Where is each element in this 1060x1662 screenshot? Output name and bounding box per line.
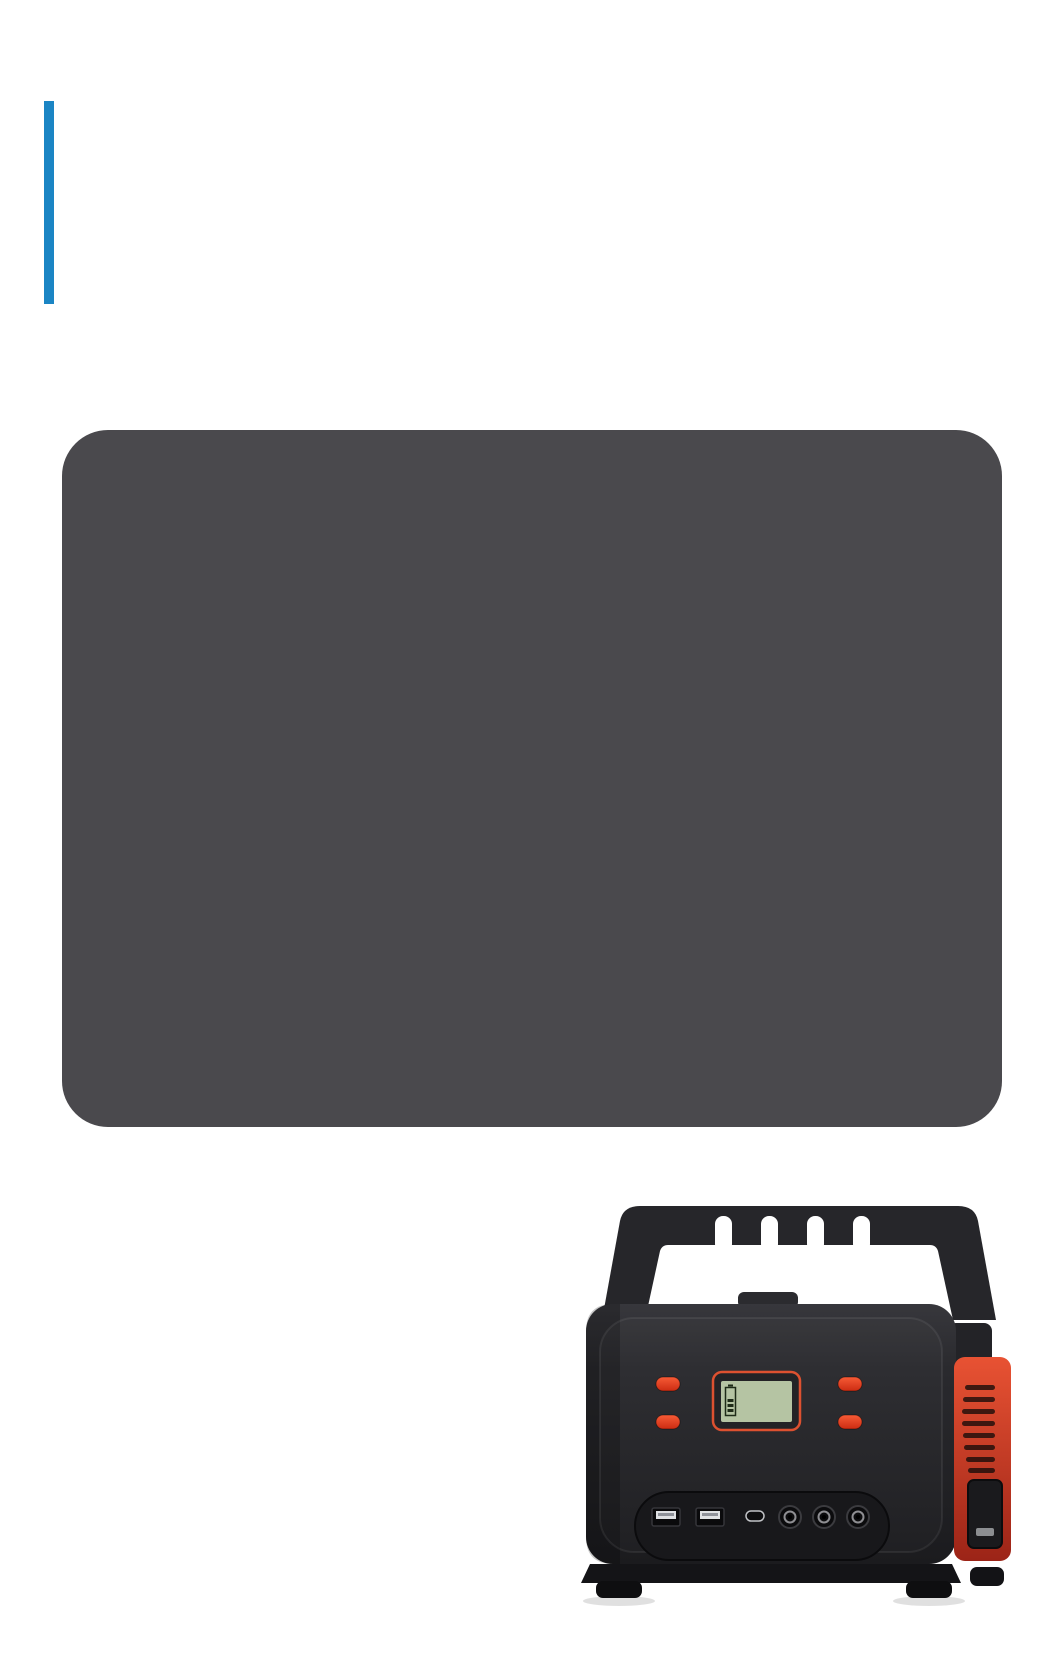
dc12v-jack-2 [813,1506,835,1528]
ports-panel [635,1492,889,1560]
feature-correction-wave [104,1453,544,1480]
dc12v-jack-3 [847,1506,869,1528]
usb-a-port-2 [696,1508,724,1526]
base [581,1564,961,1583]
feature-pure-sine-wave [104,1219,544,1246]
pure-sine-accent-bar [104,1219,312,1226]
foot-right [906,1581,952,1598]
foot-rear [970,1567,1004,1586]
foot-left [596,1581,642,1598]
usb-a-port-1 [652,1508,680,1526]
waveform-chart-panel [62,430,1002,1127]
correction-accent-bar [104,1453,312,1460]
ac-outlet [968,1480,1002,1548]
power-button [838,1377,862,1391]
waveform-chart [62,430,1002,1127]
power-station-product-image [540,1120,1060,1640]
dc12v-jack-1 [779,1506,801,1528]
type-c-port [746,1511,764,1521]
side-vent-panel [954,1357,1011,1561]
power-station-illustration [540,1120,1060,1640]
usb-button [838,1415,862,1429]
dc-button [656,1377,680,1391]
title-accent-bar [44,101,54,304]
ac-button [656,1415,680,1429]
lcd-display [713,1372,800,1430]
